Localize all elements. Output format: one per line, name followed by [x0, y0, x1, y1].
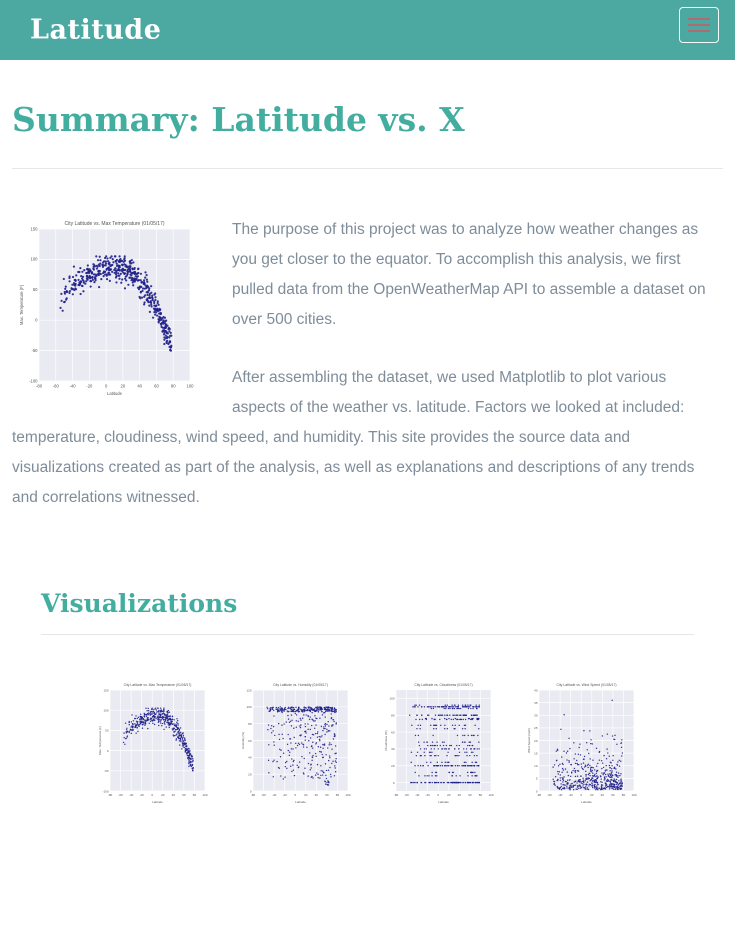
hamburger-icon-bar: [688, 24, 710, 26]
hamburger-icon-bar: [688, 30, 710, 32]
navbar: [0, 0, 735, 60]
visualizations-section: [41, 589, 694, 806]
visualizations-heading: Visualizations: [41, 589, 238, 618]
max-temp-chart-image: [18, 217, 195, 398]
thumbnail-humidity-chart[interactable]: [240, 679, 352, 806]
thumbnail-max-temp-chart[interactable]: [97, 679, 209, 806]
thumbnail-wind-speed-chart[interactable]: [526, 679, 638, 806]
summary-paragraph-2: After assembling the dataset, we used Matplotlib to plot various aspects of the weather vs. latitude. Factors we looked at included: temperature, cloudiness, wind speed, and humidity. This site provides the source data and visualizations created as part of the analysis, as well as explanations and descriptions of any trends and correlations witnessed.: [12, 369, 695, 506]
thumbnail-cloudiness-chart[interactable]: [383, 679, 495, 806]
title-divider: [12, 168, 723, 169]
menu-toggle-button[interactable]: [679, 7, 719, 43]
summary-section: [12, 215, 723, 513]
page-title: Summary: Latitude vs. X: [12, 100, 465, 139]
visualizations-divider: [41, 634, 694, 635]
summary-paragraph-1: The purpose of this project was to analyze how weather changes as you get closer to the equator. To accomplish this analysis, we first pulled data from the OpenWeatherMap API to assemble a dataset on over 500 cities.: [232, 221, 706, 328]
brand-link[interactable]: Latitude: [30, 14, 162, 46]
thumbnail-row: [41, 679, 694, 806]
main-content: [0, 100, 735, 806]
hamburger-icon-bar: [688, 18, 710, 20]
